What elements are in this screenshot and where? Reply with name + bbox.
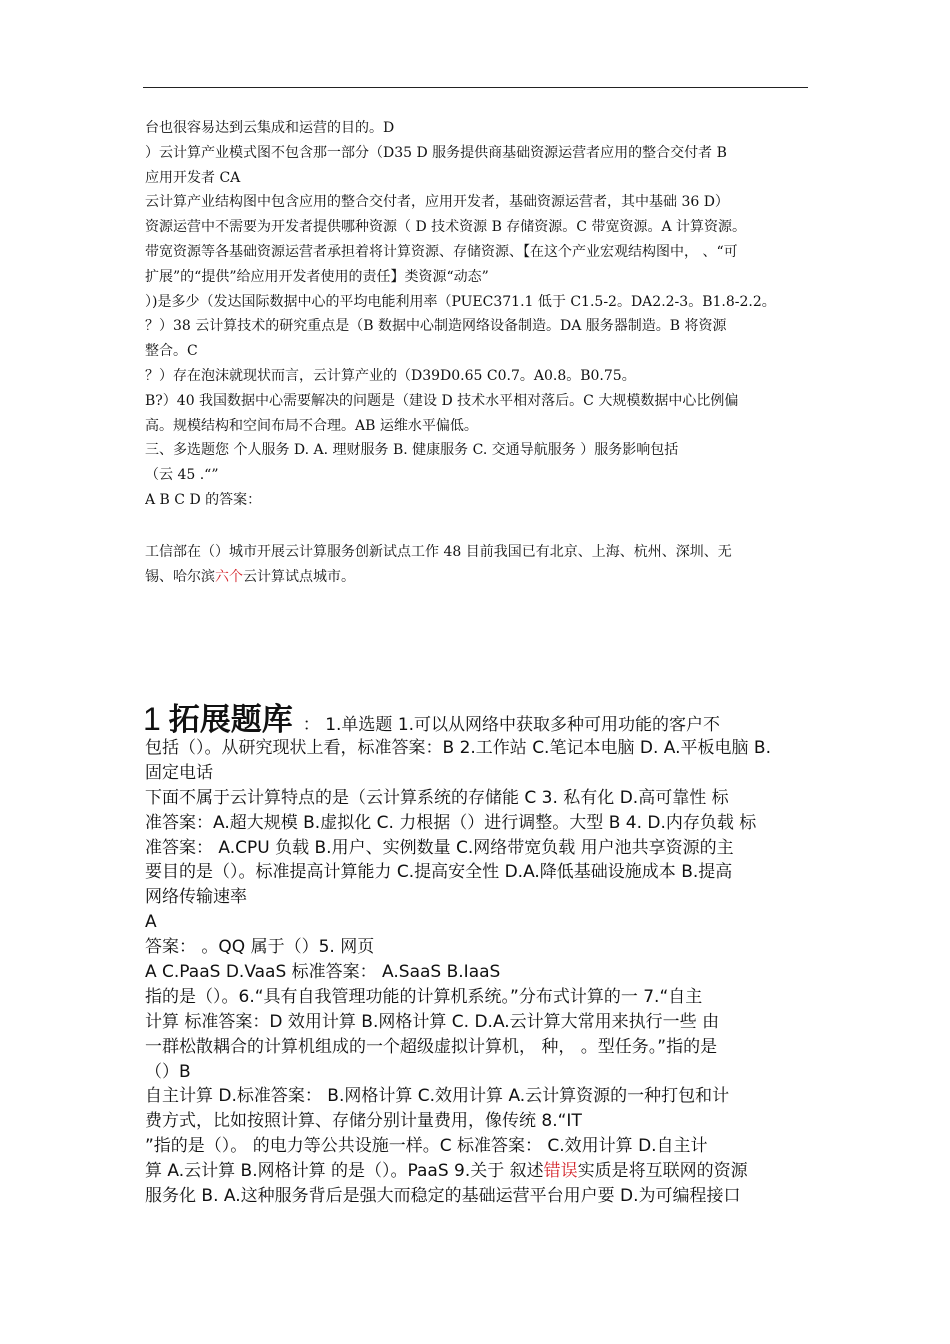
text-line: （）B <box>145 1061 191 1082</box>
text-line: 整合。C <box>145 343 198 360</box>
heading-rest-text: ： 1.单选题 1.可以从网络中获取多种可用功能的客户不 <box>302 715 721 735</box>
text-line: A <box>145 912 157 933</box>
text-line: ？）存在泡沫就现状而言，云计算产业的（D39D0.65 C0.7。A0.8。B0.75。 <box>145 367 636 384</box>
text-line: 答案： 。QQ 属于（）5. 网页 <box>145 937 375 958</box>
heading-number: 1 <box>143 701 161 737</box>
text-line: 准答案： A.CPU 负载 B.用户、实例数量 C.网络带宽负载 用户池共享资源的主 <box>145 837 734 858</box>
section-heading <box>143 694 813 736</box>
text-segment: 算 A.云计算 B.网格计算 的是（）。PaaS 9.关于 叙述 <box>145 1161 544 1182</box>
text-line: ？）38 云计算技术的研究重点是（B 数据中心制造网络设备制造。DA 服务器制造。B 将资源 <box>145 318 727 335</box>
text-line: 计算 标准答案：D 效用计算 B.网格计算 C. D.A.云计算大常用来执行一些 由 <box>145 1011 720 1032</box>
text-line: 台也很容易达到云集成和运营的目的。D <box>145 120 395 136</box>
text-line <box>145 1159 810 1184</box>
text-line: 包括（）。从研究现状上看，标准答案：B 2.工作站 C.笔记本电脑 D. A.平板电脑 B. <box>145 738 771 758</box>
highlighted-text: 六个 <box>215 569 243 585</box>
text-line: （云 45 .“” <box>145 467 219 484</box>
text-line: A B C D 的答案： <box>145 491 262 508</box>
text-line: 一群松散耦合的计算机组成的一个超级虚拟计算机， 种， 。型任务。”指的是 <box>145 1036 718 1057</box>
text-line <box>145 565 810 590</box>
text-segment: 云计算试点城市。 <box>243 569 355 585</box>
text-segment: 锡、哈尔滨 <box>145 569 215 585</box>
text-line: 服务化 B. A.这种服务背后是强大而稳定的基础运营平台用户要 D.为可编程接口 <box>145 1186 741 1207</box>
text-line: 准答案：A.超大规模 B.虚拟化 C. 力根据（）进行调整。大型 B 4. D.内存负载 标 <box>145 812 757 833</box>
section-2-text <box>145 540 810 590</box>
text-line: 工信部在（）城市开展云计算服务创新试点工作 48 目前我国已有北京、上海、杭州、深圳、无 <box>145 544 732 560</box>
text-line: 网络传输速率 <box>145 887 247 908</box>
text-line: B?）40 我国数据中心需要解决的问题是（建设 D 技术水平相对落后。C 大规模数据中心比例偏 <box>145 392 739 409</box>
text-line: 三、多选题您 个人服务 D. A. 理财服务 B. 健康服务 C. 交通导航服务 ）服务影响包括 <box>145 442 679 459</box>
heading-title: 拓展题库 <box>168 702 293 738</box>
text-line: 费方式，比如按照计算、存储分别计量费用，像传统 8.“IT <box>145 1111 582 1132</box>
text-line: 自主计算 D.标准答案： B.网格计算 C.效用计算 A.云计算资源的一种打包和计 <box>145 1086 730 1107</box>
text-line: 资源运营中不需要为开发者提供哪种资源（ D 技术资源 B 存储资源。C 带宽资源。A 计算资源。 <box>145 219 747 236</box>
section-1-text <box>145 116 810 513</box>
text-line: 云计算产业结构图中包含应用的整合交付者，应用开发者，基础资源运营者，其中基础 36 D） <box>145 194 729 211</box>
text-line: 下面不属于云计算特点的是（云计算系统的存储能 C 3. 私有化 D.高可靠性 标 <box>145 787 729 808</box>
text-line: ”指的是（）。 的电力等公共设施一样。C 标准答案： C.效用计算 D.自主计 <box>145 1136 708 1157</box>
text-line: 高。规模结构和空间布局不合理。AB 运维水平偏低。 <box>145 417 478 434</box>
section-3-text <box>145 736 810 1209</box>
text-line: 要目的是（）。标准提高计算能力 C.提高安全性 D.A.降低基础设施成本 B.提高 <box>145 862 733 883</box>
text-line: 固定电话 <box>145 762 213 783</box>
text-segment: 实质是将互联网的资源 <box>577 1161 748 1182</box>
highlighted-text: 错误 <box>543 1161 578 1182</box>
text-line: 指的是（）。6.“具有自我管理功能的计算机系统。”分布式计算的一 7.“自主 <box>145 986 703 1007</box>
text-line: 应用开发者 CA <box>145 169 241 186</box>
text-line: ）)是多少（发达国际数据中心的平均电能利用率（PUEC371.1 低于 C1.5-2。DA2.2-3。B1.8-2.2。 <box>145 293 776 310</box>
text-line: 扩展”的“提供”给应用开发者使用的责任】类资源“动态” <box>145 268 489 285</box>
text-line: A C.PaaS D.VaaS 标准答案： A.SaaS B.IaaS <box>145 962 501 983</box>
text-line: 带宽资源等各基础资源运营者承担着将计算资源、存储资源、【在这个产业宏观结构图中， 、“可 <box>145 243 738 260</box>
header-rule <box>143 87 808 88</box>
text-line: ）云计算产业模式图不包含那一部分（D35 D 服务提供商基础资源运营者应用的整合交付者 B <box>145 144 727 161</box>
